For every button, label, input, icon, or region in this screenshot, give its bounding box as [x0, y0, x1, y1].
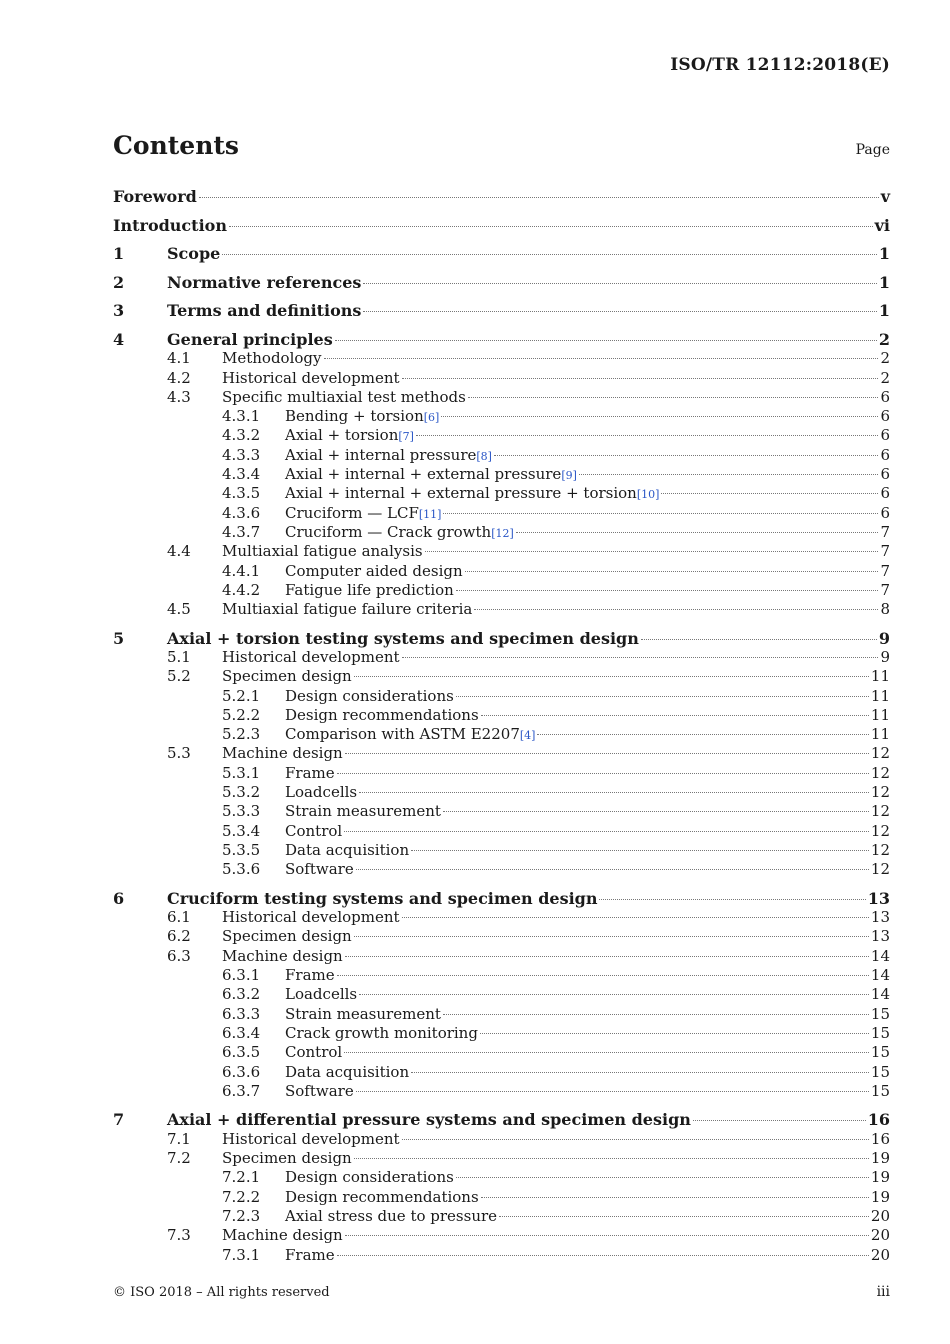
toc-entry[interactable]	[0, 330, 950, 349]
dot-leader	[402, 657, 879, 658]
toc-entry-title: Machine design	[222, 744, 343, 762]
dot-leader	[443, 513, 878, 514]
dot-leader	[354, 936, 869, 937]
toc-entry[interactable]	[0, 349, 950, 368]
dot-leader	[337, 975, 869, 976]
toc-entry[interactable]	[0, 1063, 950, 1082]
toc-entry-page: 12	[870, 783, 890, 801]
toc-entry-number: 6.3.3	[222, 1005, 261, 1023]
toc-entry-number: 4.3.4	[222, 465, 261, 483]
toc-entry-number: 3	[113, 301, 125, 320]
toc-entry-number: 5.3.3	[222, 802, 261, 820]
toc-entry-page: 6	[880, 504, 890, 522]
toc-entry-page: 15	[870, 1043, 890, 1061]
toc-entry-page: 7	[880, 542, 890, 560]
toc-entry[interactable]	[0, 648, 950, 667]
toc-entry[interactable]	[0, 1005, 950, 1024]
dot-leader	[481, 1197, 869, 1198]
toc-entry-title: Terms and definitions	[167, 301, 362, 320]
toc-entry-title: Axial + torsion testing systems and specimen design	[167, 629, 639, 648]
toc-entry-page: 14	[870, 966, 890, 984]
dot-leader	[465, 571, 879, 572]
toc-entry-number: 4.3	[167, 388, 191, 406]
dot-leader	[363, 283, 876, 284]
dot-leader	[443, 811, 869, 812]
toc-entry[interactable]	[0, 966, 950, 985]
toc-entry-number: 7.3	[167, 1226, 191, 1244]
reference-link[interactable]: [12]	[491, 527, 514, 540]
toc-entry-page: 7	[880, 523, 890, 541]
toc-entry-page: 13	[870, 927, 890, 945]
toc-entry-page: 20	[870, 1226, 890, 1244]
toc-entry-title: Axial + internal pressure	[285, 446, 477, 464]
toc-entry-number: 7.2	[167, 1149, 191, 1167]
toc-entry-number: 4.3.2	[222, 426, 261, 444]
toc-entry-title: Frame	[285, 764, 335, 782]
toc-entry-number: 5.3.5	[222, 841, 261, 859]
toc-entry-number: 4.1	[167, 349, 191, 367]
reference-link[interactable]: [11]	[418, 508, 442, 521]
toc-entry-title: Historical development	[222, 908, 400, 926]
toc-entry-page: 19	[870, 1149, 890, 1167]
toc-entry-page: 9	[878, 629, 890, 648]
toc-entry-title: Multiaxial fatigue analysis	[222, 542, 423, 560]
toc-entry-title: Axial + torsion	[285, 426, 399, 444]
dot-leader	[456, 590, 879, 591]
toc-entry-number: 4.3.3	[222, 446, 261, 464]
toc-entry-number: 5.3.4	[222, 822, 261, 840]
toc-entry-page: 1	[878, 244, 890, 263]
toc-entry-title: Axial + internal + external pressure + torsion	[285, 484, 637, 502]
toc-entry[interactable]	[0, 407, 950, 426]
toc-entry[interactable]	[0, 841, 950, 860]
toc-entry-title: Machine design	[222, 1226, 343, 1244]
toc-entry-page: 12	[870, 841, 890, 859]
toc-entry[interactable]	[0, 764, 950, 783]
toc-entry-number: 6.3.7	[222, 1082, 261, 1100]
toc-entry-title: Bending + torsion	[285, 407, 424, 425]
toc-entry[interactable]	[0, 465, 950, 484]
dot-leader	[345, 956, 869, 957]
page-column-label: Page	[855, 142, 890, 158]
toc-entry[interactable]	[0, 783, 950, 802]
toc-entry-page: 15	[870, 1082, 890, 1100]
toc-entry[interactable]	[0, 562, 950, 581]
toc-entry-page: 2	[880, 369, 890, 387]
toc-entry-title: Multiaxial fatigue failure criteria	[222, 600, 473, 618]
toc-entry-title: Historical development	[222, 648, 400, 666]
toc-entry-number: 5.2.3	[222, 725, 261, 743]
toc-entry-number: 4.4	[167, 542, 191, 560]
reference-link[interactable]: [9]	[561, 469, 577, 482]
dot-leader	[335, 340, 877, 341]
dot-leader	[481, 715, 869, 716]
dot-leader	[468, 397, 879, 398]
toc-entry-title: Frame	[285, 1246, 335, 1264]
toc-entry-title: Data acquisition	[285, 1063, 410, 1081]
toc-entry-number: 2	[113, 273, 125, 292]
toc-entry-title: Historical development	[222, 369, 400, 387]
toc-entry-number: 6.3.1	[222, 966, 261, 984]
reference-link[interactable]: [6]	[423, 411, 440, 424]
toc-entry[interactable]	[0, 273, 950, 292]
toc-entry[interactable]	[0, 446, 950, 465]
toc-entry-page: 6	[880, 465, 890, 483]
toc-entry-number: 6.3.4	[222, 1024, 261, 1042]
toc-entry-page: 12	[870, 764, 890, 782]
toc-entry-title: Cruciform testing systems and specimen design	[167, 889, 598, 908]
toc-entry-title: Strain measurement	[285, 1005, 441, 1023]
toc-entry-title: Specimen design	[222, 1149, 352, 1167]
page-title: Contents	[113, 131, 240, 160]
toc-entry-page: 12	[870, 860, 890, 878]
toc-entry-page: 19	[870, 1168, 890, 1186]
toc-entry-title: Design considerations	[285, 1168, 454, 1186]
toc-entry[interactable]	[0, 484, 950, 503]
toc-entry-title: Loadcells	[285, 985, 358, 1003]
toc-entry-page: 6	[880, 407, 890, 425]
toc-entry[interactable]	[0, 1226, 950, 1245]
dot-leader	[443, 1014, 869, 1015]
toc-entry-title: General principles	[167, 330, 333, 349]
toc-entry[interactable]	[0, 822, 950, 841]
toc-entry-number: 4.2	[167, 369, 191, 387]
toc-entry-number: 4.3.1	[222, 407, 261, 425]
toc-entry[interactable]	[0, 687, 950, 706]
toc-entry-number: 7.2.3	[222, 1207, 261, 1225]
toc-entry[interactable]	[0, 802, 950, 821]
toc-entry-page: 11	[870, 687, 890, 705]
toc-entry-number: 7	[113, 1110, 125, 1129]
dot-leader	[599, 899, 865, 900]
dot-leader	[229, 226, 873, 227]
toc-entry-page: 2	[880, 349, 890, 367]
toc-entry[interactable]	[0, 244, 950, 263]
toc-entry-page: 11	[870, 725, 890, 743]
toc-entry-title: Loadcells	[285, 783, 358, 801]
toc-entry[interactable]	[0, 542, 950, 561]
toc-entry-title: Specimen design	[222, 667, 352, 685]
toc-entry[interactable]	[0, 426, 950, 445]
dot-leader	[344, 831, 869, 832]
toc-entry[interactable]	[0, 1188, 950, 1207]
toc-entry[interactable]	[0, 1024, 950, 1043]
toc-entry-number: 6.2	[167, 927, 191, 945]
toc-entry-number: 5.3.6	[222, 860, 261, 878]
dot-leader	[337, 773, 869, 774]
toc-entry-number: 4	[113, 330, 125, 349]
dot-leader	[693, 1120, 866, 1121]
toc-entry-number: 5.1	[167, 648, 191, 666]
toc-entry-page: 1	[878, 301, 890, 320]
dot-leader	[354, 676, 869, 677]
toc-entry-title: Axial + internal + external pressure	[285, 465, 562, 483]
dot-leader	[456, 696, 869, 697]
reference-link[interactable]: [7]	[398, 430, 414, 443]
toc-entry[interactable]	[0, 725, 950, 744]
page-number: iii	[876, 1284, 890, 1300]
toc-entry-number: 5.3.2	[222, 783, 261, 801]
toc-entry-number: 4.4.1	[222, 562, 261, 580]
dot-leader	[363, 311, 876, 312]
toc-entry-number: 5.3.1	[222, 764, 261, 782]
toc-entry-title: Scope	[167, 244, 221, 263]
dot-leader	[324, 358, 879, 359]
toc-entry-page: 20	[870, 1246, 890, 1264]
toc-entry-title: Specific multiaxial test methods	[222, 388, 466, 406]
toc-entry[interactable]	[0, 523, 950, 542]
toc-entry-number: 4.5	[167, 600, 191, 618]
toc-entry-title: Strain measurement	[285, 802, 441, 820]
toc-entry[interactable]	[0, 1130, 950, 1149]
reference-link[interactable]: [4]	[519, 729, 536, 742]
toc-entry-page: 6	[880, 388, 890, 406]
toc-entry[interactable]	[0, 1246, 950, 1265]
toc-entry-title: Specimen design	[222, 927, 352, 945]
toc-entry-page: 9	[880, 648, 890, 666]
toc-entry-title: Machine design	[222, 947, 343, 965]
toc-entry[interactable]	[0, 744, 950, 763]
toc-entry-number: 5.2.1	[222, 687, 261, 705]
dot-leader	[402, 1139, 869, 1140]
toc-entry[interactable]	[0, 1207, 950, 1226]
reference-link[interactable]: [8]	[476, 450, 492, 463]
toc-entry-title: Fatigue life prediction	[285, 581, 454, 599]
toc-entry-page: 12	[870, 822, 890, 840]
toc-entry-page: 15	[870, 1024, 890, 1042]
toc-entry-page: 19	[870, 1188, 890, 1206]
toc-entry-title: Axial + differential pressure systems and specimen design	[167, 1110, 691, 1129]
toc-entry-number: 5	[113, 629, 125, 648]
dot-leader	[441, 416, 878, 417]
toc-entry-title: Foreword	[113, 187, 197, 206]
toc-entry[interactable]	[0, 1110, 950, 1129]
toc-entry[interactable]	[0, 629, 950, 648]
dot-leader	[661, 493, 878, 494]
toc-entry-title: Control	[285, 822, 343, 840]
toc-entry-page: 6	[880, 446, 890, 464]
toc-entry-page: 8	[880, 600, 890, 618]
toc-entry-page: 16	[870, 1130, 890, 1148]
toc-entry-number: 1	[113, 244, 125, 263]
toc-entry-number: 7.3.1	[222, 1246, 261, 1264]
copyright-notice: © ISO 2018 – All rights reserved	[113, 1285, 330, 1300]
toc-entry-page: 11	[870, 706, 890, 724]
toc-entry-number: 5.2	[167, 667, 191, 685]
toc-entry-page: 6	[880, 484, 890, 502]
dot-leader	[456, 1177, 869, 1178]
dot-leader	[356, 1091, 869, 1092]
toc-entry-title: Frame	[285, 966, 335, 984]
toc-entry-number: 5.2.2	[222, 706, 261, 724]
dot-leader	[416, 435, 879, 436]
dot-leader	[345, 753, 869, 754]
dot-leader	[537, 734, 868, 735]
toc-entry-number: 6	[113, 889, 125, 908]
toc-entry-page: 20	[870, 1207, 890, 1225]
toc-entry-number: 6.1	[167, 908, 191, 926]
dot-leader	[402, 378, 879, 379]
toc-entry-number: 4.3.7	[222, 523, 261, 541]
toc-entry-number: 5.3	[167, 744, 191, 762]
toc-entry[interactable]	[0, 889, 950, 908]
toc-entry-title: Data acquisition	[285, 841, 410, 859]
dot-leader	[356, 869, 869, 870]
toc-entry[interactable]	[0, 301, 950, 320]
toc-entry-page: 2	[878, 330, 890, 349]
toc-entry[interactable]	[0, 388, 950, 407]
toc-entry-page: 14	[870, 947, 890, 965]
toc-entry[interactable]	[0, 216, 950, 235]
toc-entry[interactable]	[0, 947, 950, 966]
toc-entry[interactable]	[0, 1082, 950, 1101]
toc-entry[interactable]	[0, 187, 950, 206]
toc-entry-page: 15	[870, 1005, 890, 1023]
dot-leader	[402, 917, 869, 918]
toc-entry[interactable]	[0, 369, 950, 388]
toc-entry-page: 6	[880, 426, 890, 444]
toc-entry-number: 4.3.5	[222, 484, 261, 502]
toc-entry-page: v	[880, 187, 890, 206]
toc-entry-title: Cruciform — LCF	[285, 504, 419, 522]
toc-entry-page: 1	[878, 273, 890, 292]
toc-entry-page: 11	[870, 667, 890, 685]
dot-leader	[222, 254, 877, 255]
toc-entry-number: 7.2.1	[222, 1168, 261, 1186]
toc-entry[interactable]	[0, 667, 950, 686]
reference-link[interactable]: [10]	[636, 488, 660, 501]
toc-entry-title: Design recommendations	[285, 1188, 479, 1206]
dot-leader	[579, 474, 879, 475]
dot-leader	[359, 994, 869, 995]
toc-entry-number: 4.4.2	[222, 581, 261, 599]
toc-entry-title: Crack growth monitoring	[285, 1024, 478, 1042]
toc-entry-page: 15	[870, 1063, 890, 1081]
toc-entry-number: 6.3.6	[222, 1063, 261, 1081]
toc-entry[interactable]	[0, 600, 950, 619]
toc-entry[interactable]	[0, 985, 950, 1004]
toc-entry-title: Methodology	[222, 349, 322, 367]
toc-entry-page: 7	[880, 581, 890, 599]
toc-entry-title: Software	[285, 860, 354, 878]
toc-entry-title: Software	[285, 1082, 354, 1100]
toc-entry-title: Normative references	[167, 273, 362, 292]
toc-entry[interactable]	[0, 706, 950, 725]
toc-entry-page: 14	[870, 985, 890, 1003]
toc-entry[interactable]	[0, 908, 950, 927]
toc-entry-title: Introduction	[113, 216, 227, 235]
toc-entry-number: 7.2.2	[222, 1188, 261, 1206]
dot-leader	[480, 1033, 869, 1034]
dot-leader	[337, 1255, 869, 1256]
toc-entry-number: 6.3	[167, 947, 191, 965]
toc-entry[interactable]	[0, 927, 950, 946]
toc-entry-page: vi	[874, 216, 890, 235]
toc-entry[interactable]	[0, 581, 950, 600]
toc-entry-number: 4.3.6	[222, 504, 261, 522]
toc-entry-page: 12	[870, 802, 890, 820]
dot-leader	[199, 197, 879, 198]
toc-entry[interactable]	[0, 504, 950, 523]
toc-entry-title: Design recommendations	[285, 706, 479, 724]
toc-entry[interactable]	[0, 1043, 950, 1062]
toc-entry[interactable]	[0, 1168, 950, 1187]
dot-leader	[516, 532, 879, 533]
toc-entry-page: 7	[880, 562, 890, 580]
toc-entry-page: 12	[870, 744, 890, 762]
toc-entry-page: 16	[867, 1110, 890, 1129]
toc-entry-title: Comparison with ASTM E2207	[285, 725, 520, 743]
toc-entry-page: 13	[870, 908, 890, 926]
dot-leader	[411, 850, 869, 851]
dot-leader	[425, 551, 879, 552]
toc-entry-page: 13	[867, 889, 890, 908]
dot-leader	[474, 609, 878, 610]
toc-entry-title: Design considerations	[285, 687, 454, 705]
dot-leader	[344, 1052, 869, 1053]
toc-entry-number: 7.1	[167, 1130, 191, 1148]
toc-entry-title: Computer aided design	[285, 562, 463, 580]
toc-entry-number: 6.3.2	[222, 985, 261, 1003]
toc-entry-title: Cruciform — Crack growth	[285, 523, 492, 541]
toc-entry-title: Control	[285, 1043, 343, 1061]
document-identifier: ISO/TR 12112:2018(E)	[670, 55, 890, 75]
toc-entry-title: Historical development	[222, 1130, 400, 1148]
toc-entry[interactable]	[0, 860, 950, 879]
dot-leader	[494, 455, 878, 456]
dot-leader	[499, 1216, 869, 1217]
dot-leader	[359, 792, 869, 793]
dot-leader	[345, 1235, 869, 1236]
dot-leader	[411, 1072, 869, 1073]
toc-entry[interactable]	[0, 1149, 950, 1168]
toc-entry-number: 6.3.5	[222, 1043, 261, 1061]
toc-entry-title: Axial stress due to pressure	[285, 1207, 498, 1225]
dot-leader	[641, 639, 877, 640]
dot-leader	[354, 1158, 869, 1159]
